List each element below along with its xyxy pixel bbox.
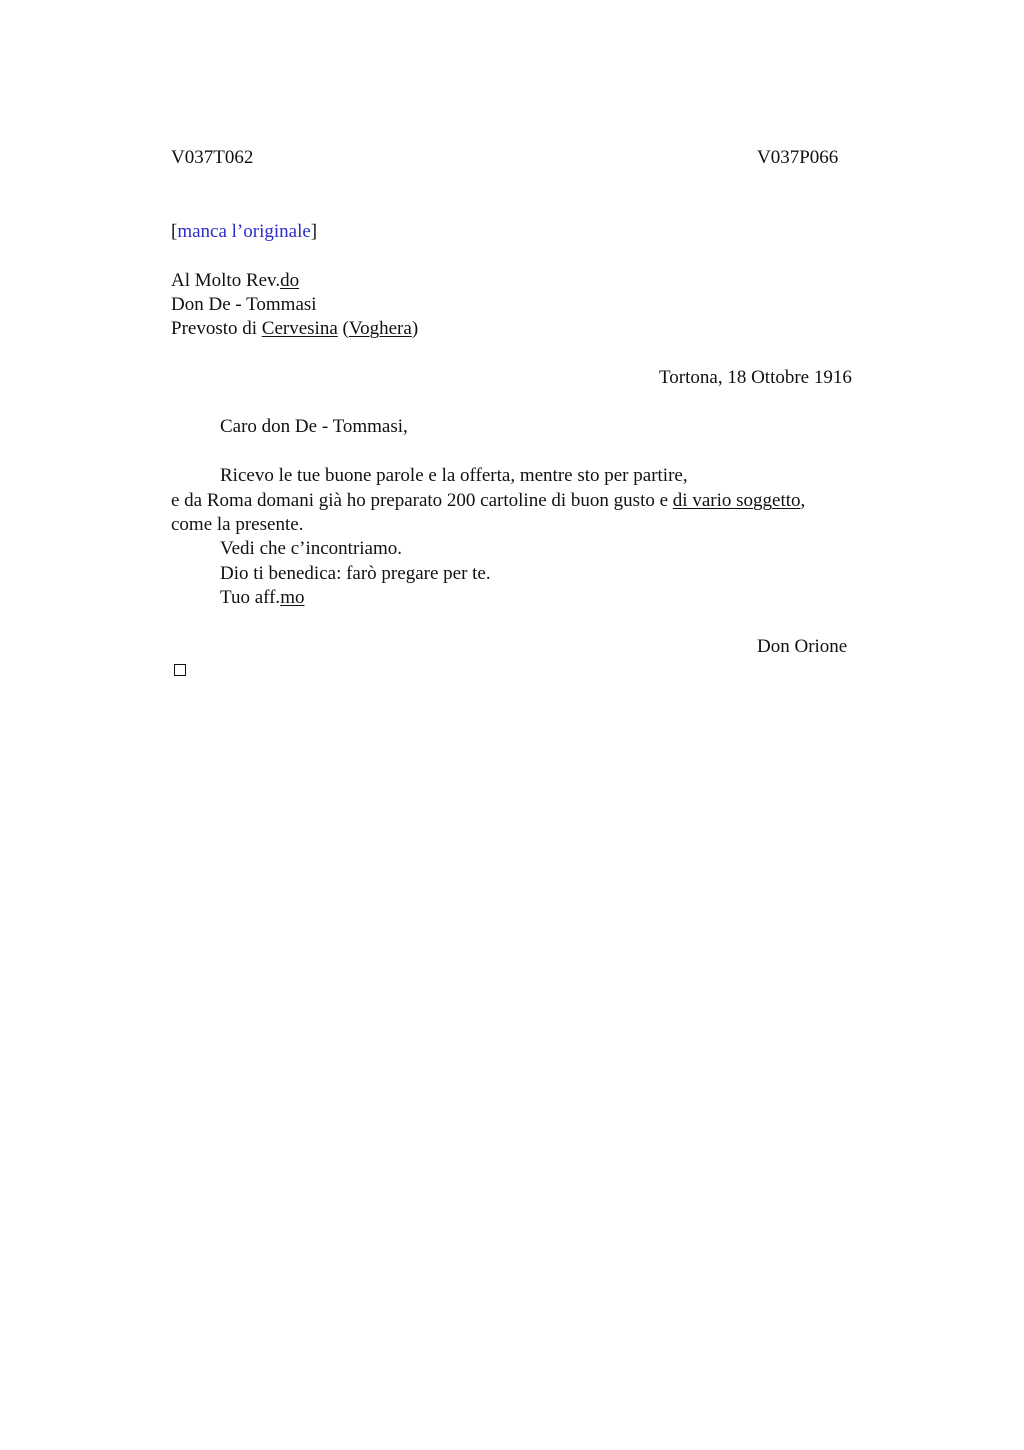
note-close-bracket: ] [310,221,318,242]
body-line-5: Dio ti benedica: farò pregare per te. [220,563,491,584]
address-title-abbrev: do [280,270,300,291]
editorial-note [171,220,317,244]
body-line-2 [171,489,805,513]
signature: Don Orione [757,636,848,657]
address-line-2: Don De - Tommasi [171,294,317,315]
body-line-2-text: e da Roma domani già ho preparato 200 cartoline di buon gusto e [171,490,673,511]
note-open-bracket: [ [171,221,178,242]
note-text: manca l’originale [177,221,311,242]
address-line-1 [171,269,299,293]
closing [220,586,304,610]
body-line-2-underlined: di vario soggetto [672,490,801,511]
address-title: Al Molto Rev. [171,270,281,291]
letter-date: Tortona, 18 Ottobre 1916 [659,367,852,388]
address-city: Voghera [348,318,412,339]
body-line-1: Ricevo le tue buone parole e la offerta, mentre sto per partire, [220,465,688,486]
address-role: Prevosto di [171,318,262,339]
closing-abbrev: mo [280,587,305,608]
empty-checkbox-icon [174,664,186,676]
closing-text: Tuo aff. [220,587,281,608]
address-paren-open: ( [337,318,349,339]
address-place: Cervesina [261,318,338,339]
body-line-2-comma: , [800,490,806,511]
body-line-3: come la presente. [171,514,304,535]
salutation: Caro don De - Tommasi, [220,416,408,437]
document-code-left: V037T062 [171,147,254,168]
document-code-right: V037P066 [757,147,839,168]
address-line-3 [171,317,418,341]
body-line-4: Vedi che c’incontriamo. [220,538,403,559]
address-paren-close: ) [411,318,419,339]
